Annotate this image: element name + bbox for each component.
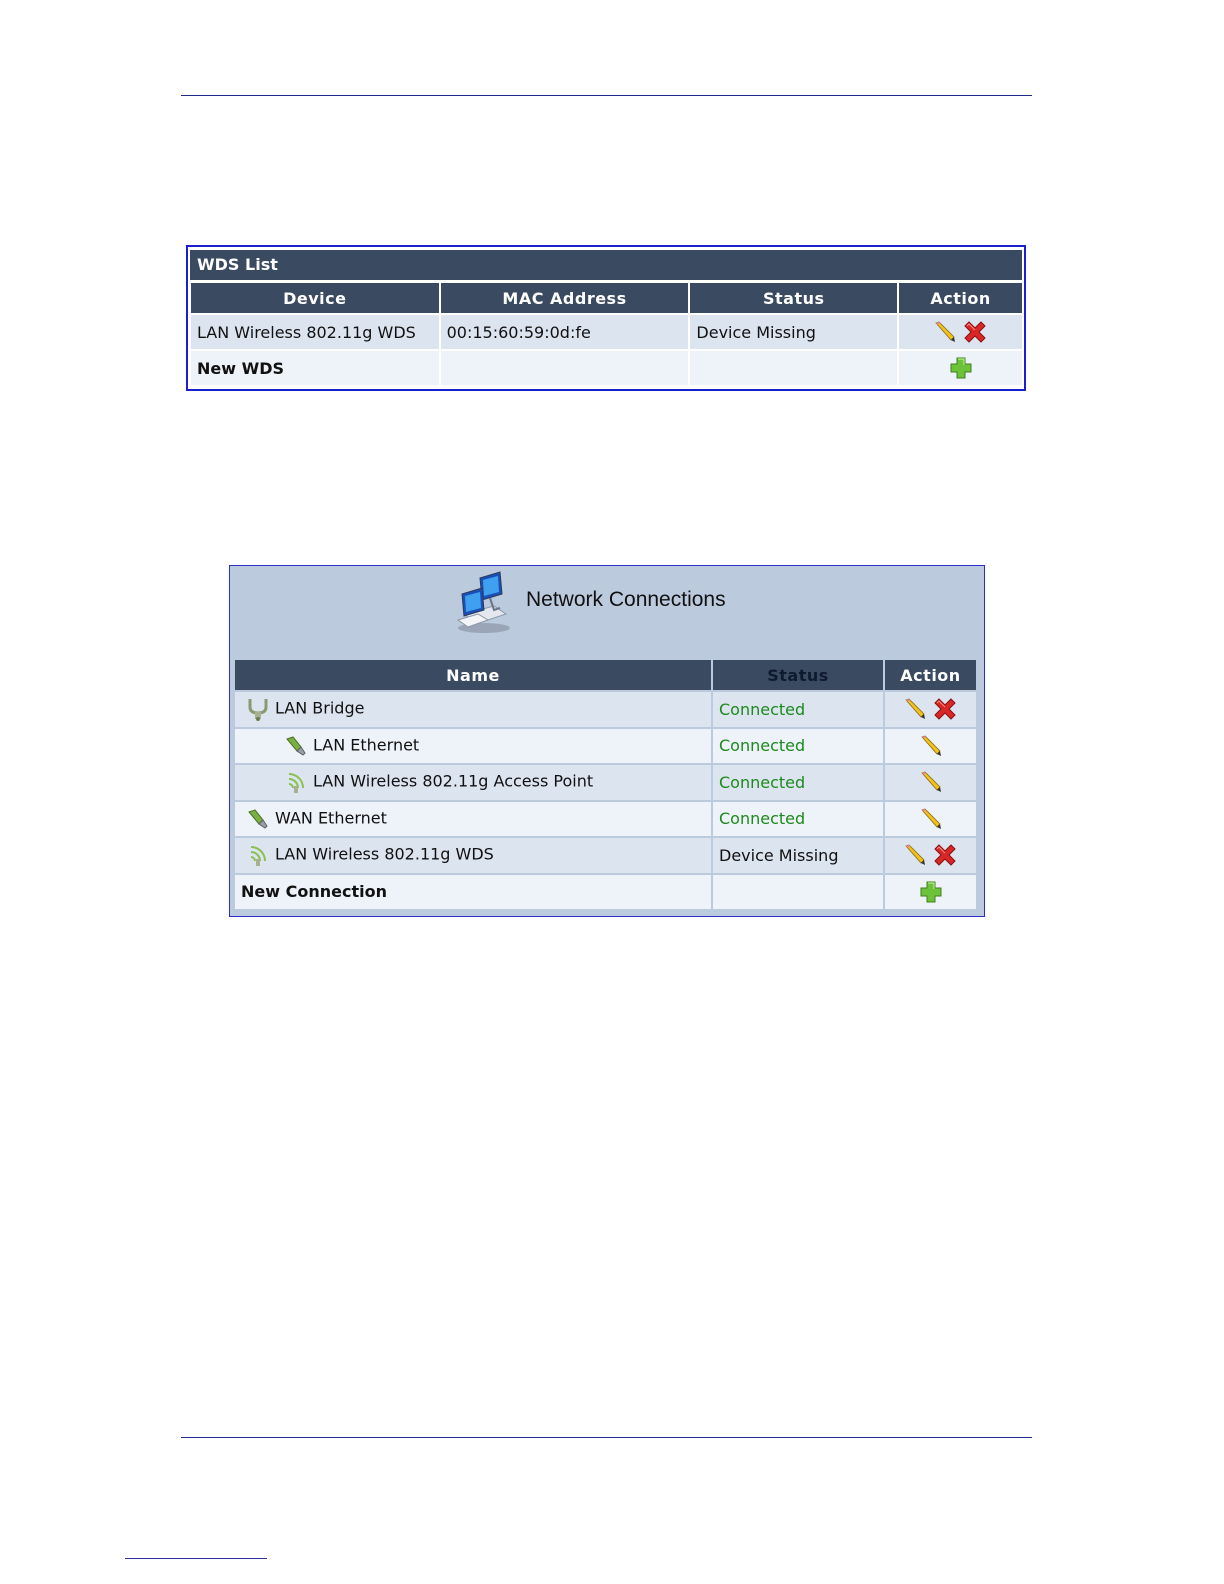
table-row [235, 729, 976, 764]
wireless-icon [285, 770, 307, 794]
empty-cell [690, 351, 897, 385]
connection-name[interactable]: LAN Ethernet [313, 735, 420, 755]
edit-pencil-icon[interactable] [919, 770, 943, 794]
empty-cell [713, 875, 883, 910]
new-wds-link[interactable]: New WDS [191, 351, 439, 385]
connection-name-cell [235, 765, 711, 800]
delete-x-icon[interactable] [932, 842, 958, 868]
panel-header [230, 566, 984, 660]
delete-x-icon[interactable] [932, 696, 958, 722]
delete-x-icon[interactable] [962, 319, 988, 345]
connection-name[interactable]: WAN Ethernet [275, 808, 387, 828]
connection-status: Connected [713, 765, 883, 800]
action-cell [885, 765, 976, 800]
connection-name-cell [235, 838, 711, 873]
table-row [191, 351, 1022, 385]
edit-pencil-icon[interactable] [903, 843, 927, 867]
column-header-action: Action [885, 660, 976, 690]
ethernet-plug-icon [285, 735, 307, 757]
edit-pencil-icon[interactable] [903, 697, 927, 721]
empty-cell [441, 351, 689, 385]
edit-pencil-icon[interactable] [919, 734, 943, 758]
connection-status: Connected [713, 692, 883, 727]
edit-pencil-icon[interactable] [933, 320, 957, 344]
connection-name[interactable]: LAN Wireless 802.11g WDS [275, 844, 494, 864]
panel-title: Network Connections [526, 588, 726, 611]
network-connections-panel [229, 565, 985, 917]
connection-name[interactable]: LAN Bridge [275, 698, 365, 718]
ethernet-plug-icon [247, 808, 269, 830]
column-header-status: Status [690, 283, 897, 313]
table-row [235, 692, 976, 727]
lan-bridge-icon [247, 697, 269, 721]
device-cell: LAN Wireless 802.11g WDS [191, 315, 439, 349]
action-cell [899, 315, 1022, 349]
connection-status: Device Missing [713, 838, 883, 873]
connection-name-cell [235, 802, 711, 837]
table-row [235, 875, 976, 910]
add-plus-icon[interactable] [949, 356, 973, 380]
network-connections-table [233, 658, 978, 911]
wds-list-table [189, 281, 1024, 387]
add-plus-icon[interactable] [919, 880, 943, 904]
header-rule [181, 95, 1032, 96]
footnote-rule [125, 1558, 267, 1559]
connection-status: Connected [713, 802, 883, 837]
column-header-device: Device [191, 283, 439, 313]
wireless-icon [247, 843, 269, 867]
mac-cell: 00:15:60:59:0d:fe [441, 315, 689, 349]
action-cell [885, 802, 976, 837]
column-header-name: Name [235, 660, 711, 690]
connection-name-cell [235, 729, 711, 764]
wds-list-title: WDS List [190, 250, 1022, 280]
wds-list-panel [186, 245, 1026, 391]
table-row [191, 315, 1022, 349]
network-computers-icon [454, 570, 520, 640]
table-row [235, 802, 976, 837]
action-cell [885, 692, 976, 727]
connection-status: Connected [713, 729, 883, 764]
connection-name[interactable]: LAN Wireless 802.11g Access Point [313, 771, 594, 791]
column-header-mac-address: MAC Address [441, 283, 689, 313]
new-connection-link[interactable]: New Connection [235, 875, 711, 910]
column-header-status[interactable]: Status [713, 660, 883, 690]
column-header-action: Action [899, 283, 1022, 313]
footer-rule [181, 1437, 1032, 1438]
action-cell [885, 838, 976, 873]
status-cell: Device Missing [690, 315, 897, 349]
connection-name-cell [235, 692, 711, 727]
table-row [235, 765, 976, 800]
action-cell [885, 875, 976, 910]
action-cell [899, 351, 1022, 385]
action-cell [885, 729, 976, 764]
table-row [235, 838, 976, 873]
edit-pencil-icon[interactable] [919, 807, 943, 831]
